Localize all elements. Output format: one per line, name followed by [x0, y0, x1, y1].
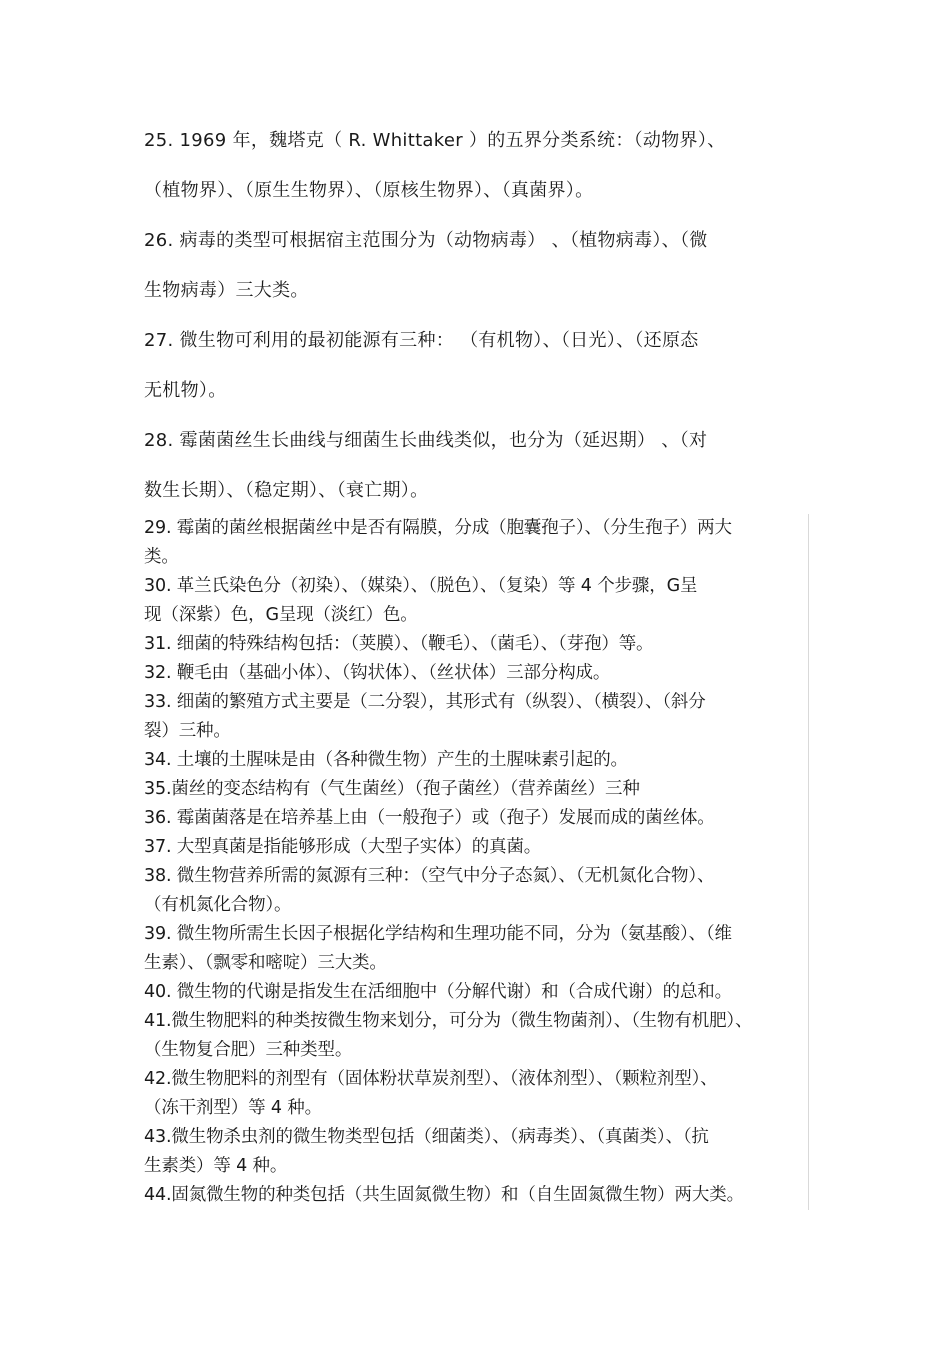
spaced-text-block — [144, 116, 824, 516]
text-line: 44.固氮微生物的种类包括（共生固氮微生物）和（自生固氮微生物）两大类。 — [144, 1185, 744, 1205]
text-line: 39. 微生物所需生长因子根据化学结构和生理功能不同，分为（氨基酸）、（维 — [144, 924, 732, 944]
text-line: 42.微生物肥料的剂型有（固体粉状草炭剂型）、（液体剂型）、（颗粒剂型）、 — [144, 1069, 718, 1089]
text-line: 无机物）。 — [144, 380, 227, 401]
text-line: 30. 革兰氏染色分（初染）、（媒染）、（脱色）、（复染）等 4 个步骤，G呈 — [144, 576, 698, 596]
text-line: 41.微生物肥料的种类按微生物来划分，可分为（微生物菌剂）、（生物有机肥）、 — [144, 1011, 753, 1031]
text-line: 34. 土壤的土腥味是由（各种微生物）产生的土腥味素引起的。 — [144, 750, 628, 770]
text-line: 裂）三种。 — [144, 721, 231, 741]
text-line: （冻干剂型）等 4 种。 — [144, 1098, 322, 1118]
text-line: （生物复合肥）三种类型。 — [144, 1040, 353, 1060]
text-line: 生素）、（飘零和嘧啶）三大类。 — [144, 953, 387, 973]
text-line: 35.菌丝的变态结构有（气生菌丝）（孢子菌丝）（营养菌丝）三种 — [144, 779, 640, 799]
text-line: 40. 微生物的代谢是指发生在活细胞中（分解代谢）和（合成代谢）的总和。 — [144, 982, 732, 1002]
text-line: 33. 细菌的繁殖方式主要是（二分裂），其形式有（纵裂）、（横裂）、（斜分 — [144, 692, 706, 712]
text-line: 27. 微生物可利用的最初能源有三种： （有机物）、（日光）、（还原态 — [144, 330, 699, 351]
text-line: （有机氮化合物）。 — [144, 895, 292, 915]
text-line: 37. 大型真菌是指能够形成（大型子实体）的真菌。 — [144, 837, 542, 857]
text-line: 28. 霉菌菌丝生长曲线与细菌生长曲线类似，也分为（延迟期） 、（对 — [144, 430, 708, 451]
text-line: 43.微生物杀虫剂的微生物类型包括（细菌类）、（病毒类）、（真菌类）、（抗 — [144, 1127, 709, 1147]
text-line: 29. 霉菌的菌丝根据菌丝中是否有隔膜，分成（胞囊孢子）、（分生孢子）两大 — [144, 518, 732, 538]
text-line: 26. 病毒的类型可根据宿主范围分为（动物病毒） 、（植物病毒）、（微 — [144, 230, 708, 251]
text-line: （植物界）、（原生生物界）、（原核生物界）、（真菌界）。 — [144, 180, 594, 201]
text-line: 数生长期）、（稳定期）、（衰亡期）。 — [144, 480, 429, 501]
dense-text-block — [144, 514, 809, 1210]
text-line: 生物病毒）三大类。 — [144, 280, 309, 301]
text-line: 36. 霉菌菌落是在培养基上由（一般孢子）或（孢子）发展而成的菌丝体。 — [144, 808, 715, 828]
text-line: 31. 细菌的特殊结构包括：（荚膜）、（鞭毛）、（菌毛）、（芽孢）等。 — [144, 634, 654, 654]
text-line: 类。 — [144, 547, 179, 567]
text-line: 38. 微生物营养所需的氮源有三种：（空气中分子态氮）、（无机氮化合物）、 — [144, 866, 715, 886]
text-line: 25. 1969 年，魏塔克（ R. Whittaker ）的五界分类系统：（动物界）、 — [144, 130, 726, 151]
text-line: 32. 鞭毛由（基础小体）、（钩状体）、（丝状体）三部分构成。 — [144, 663, 611, 683]
text-line: 生素类）等 4 种。 — [144, 1156, 288, 1176]
text-line: 现（深紫）色，G呈现（淡红）色。 — [144, 605, 418, 625]
